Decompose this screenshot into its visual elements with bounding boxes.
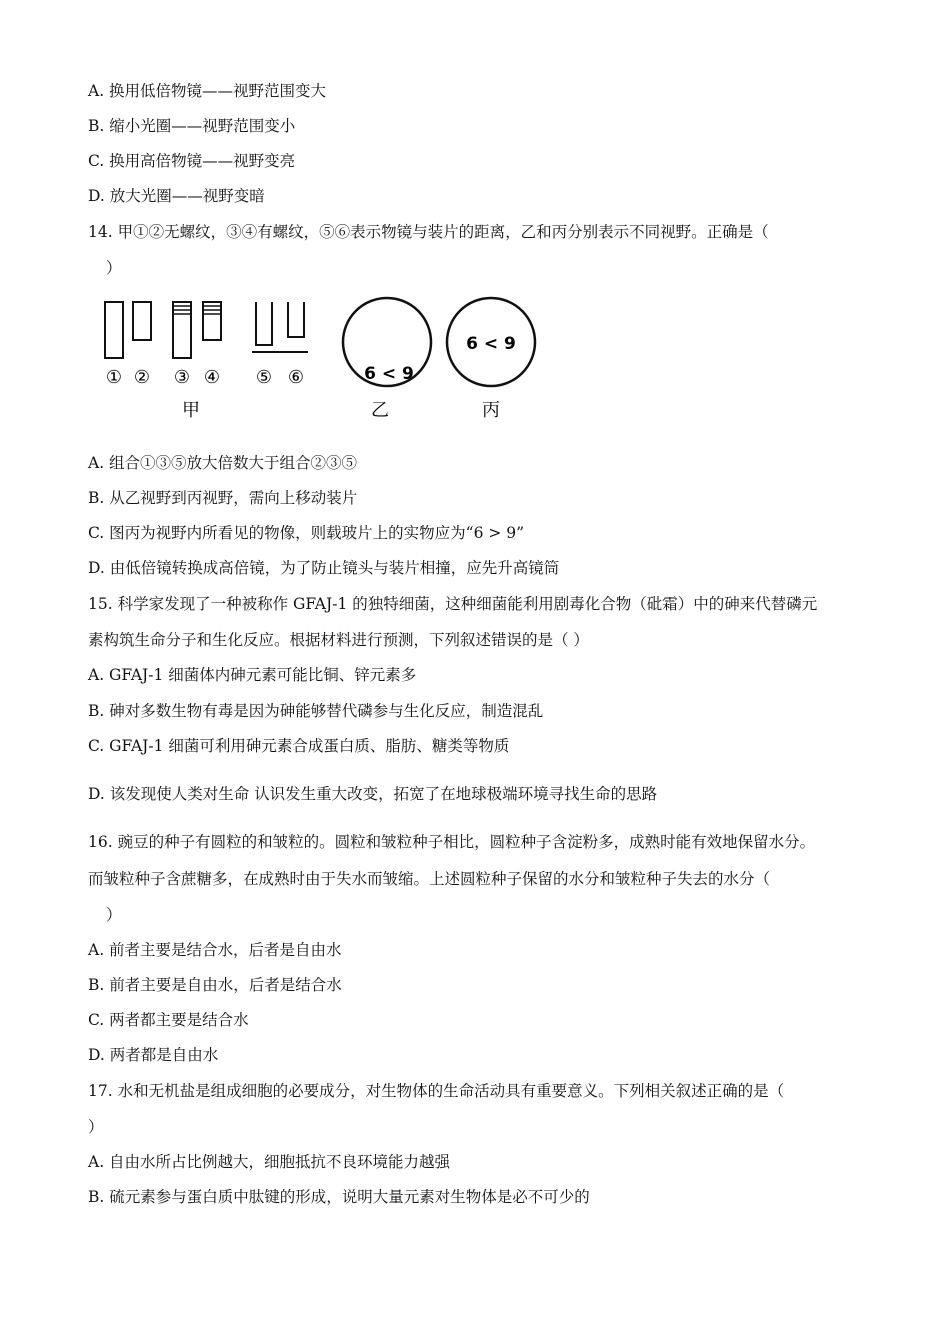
q16-option-c: C. 两者都主要是结合水 xyxy=(88,1011,249,1029)
field-yi-text: 6 < 9 xyxy=(364,364,414,384)
q15-option-a: A. GFAJ-1 细菌体内砷元素可能比铜、锌元素多 xyxy=(88,666,417,684)
q17-stem-line2: ） xyxy=(88,1118,104,1136)
q16-stem-line1: 16. 豌豆的种子有圆粒的和皱粒的。圆粒和皱粒种子相比，圆粒种子含淀粉多，成熟时能有效地保留水分。 xyxy=(88,833,816,851)
q14-option-b: B. 从乙视野到丙视野，需向上移动装片 xyxy=(88,489,358,507)
q13-option-a: A. 换用低倍物镜——视野范围变大 xyxy=(88,82,327,100)
q15-stem-line2: 素构筑生命分子和生化反应。根据材料进行预测，下列叙述错误的是（ ） xyxy=(88,631,589,649)
lens-label-2: ② xyxy=(133,367,151,388)
q15-stem-line1: 15. 科学家发现了一种被称作 GFAJ-1 的独特细菌，这种细菌能利用剧毒化合物（砒霜）中的砷来代替磷元 xyxy=(88,595,818,613)
q14-option-a: A. 组合①③⑤放大倍数大于组合②③⑤ xyxy=(88,454,358,472)
q14-stem-line1: 14. 甲①②无螺纹，③④有螺纹，⑤⑥表示物镜与装片的距离，乙和丙分别表示不同视野。正确是（ xyxy=(88,223,769,241)
q17-stem-line1: 17. 水和无机盐是组成细胞的必要成分，对生物体的生命活动具有重要意义。下列相关叙述正确的是（ xyxy=(88,1082,785,1100)
q16-option-a: A. 前者主要是结合水，后者是自由水 xyxy=(88,941,342,959)
distance-label-6: ⑥ xyxy=(287,367,305,388)
objective-5-shape xyxy=(256,302,272,345)
q14-microscope-figure xyxy=(95,292,555,428)
q14-stem-line2: ） xyxy=(106,259,122,277)
lens-label-1: ① xyxy=(105,367,123,388)
q16-stem-line2: 而皱粒种子含蔗糖多，在成熟时由于失水而皱缩。上述圆粒种子保留的水分和皱粒种子失去的水分（ xyxy=(88,870,771,888)
q15-option-c: C. GFAJ-1 细菌可利用砷元素合成蛋白质、脂肪、糖类等物质 xyxy=(88,737,510,755)
caption-bing: 丙 xyxy=(482,400,500,421)
lens-label-3: ③ xyxy=(173,367,191,388)
q15-option-d: D. 该发现使人类对生命 认识发生重大改变，拓宽了在地球极端环境寻找生命的思路 xyxy=(88,785,658,803)
q15-option-b: B. 砷对多数生物有毒是因为砷能够替代磷参与生化反应，制造混乱 xyxy=(88,702,544,720)
distance-label-5: ⑤ xyxy=(255,367,273,388)
q16-stem-line3: ） xyxy=(106,906,122,924)
q16-option-d: D. 两者都是自由水 xyxy=(88,1046,219,1064)
objective-6-shape xyxy=(288,302,304,337)
lens-1-shape xyxy=(105,302,123,358)
q14-option-d: D. 由低倍镜转换成高倍镜，为了防止镜头与装片相撞，应先升高镜筒 xyxy=(88,559,560,577)
caption-yi: 乙 xyxy=(371,400,389,421)
lens-2-shape xyxy=(133,302,151,340)
q17-option-b: B. 硫元素参与蛋白质中肽键的形成，说明大量元素对生物体是必不可少的 xyxy=(88,1188,590,1206)
caption-jia: 甲 xyxy=(182,400,200,421)
q13-option-b: B. 缩小光圈——视野范围变小 xyxy=(88,117,296,135)
q17-option-a: A. 自由水所占比例越大，细胞抵抗不良环境能力越强 xyxy=(88,1153,451,1171)
q14-option-c: C. 图丙为视野内所看见的物像，则载玻片上的实物应为“6 > 9” xyxy=(88,524,525,542)
q13-option-c: C. 换用高倍物镜——视野变亮 xyxy=(88,152,296,170)
q13-option-d: D. 放大光圈——视野变暗 xyxy=(88,187,265,205)
q16-option-b: B. 前者主要是自由水，后者是结合水 xyxy=(88,976,342,994)
field-bing-text: 6 < 9 xyxy=(466,334,516,354)
lens-label-4: ④ xyxy=(203,367,221,388)
lens-4-shape xyxy=(203,302,221,340)
